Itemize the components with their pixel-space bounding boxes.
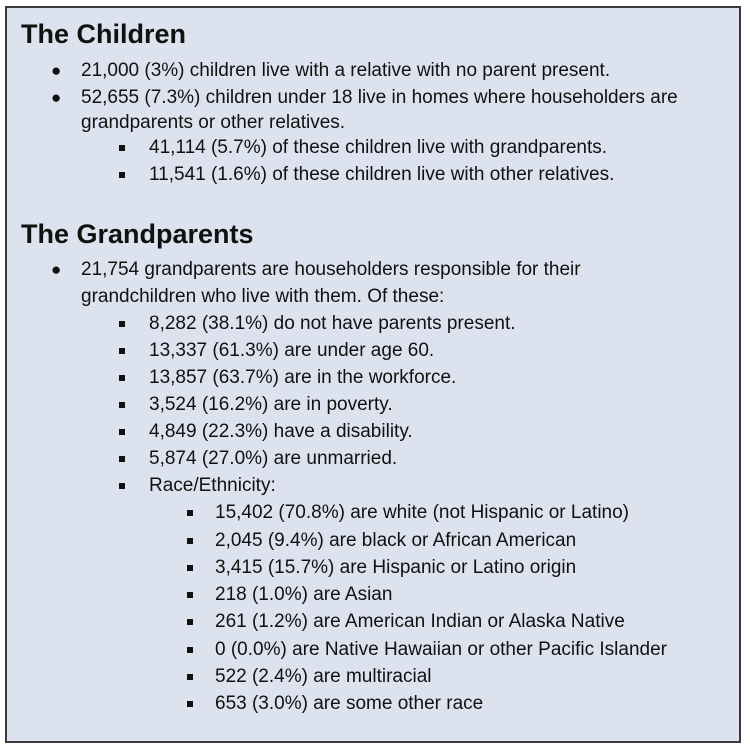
race-ethnicity-label: Race/Ethnicity:: [149, 475, 276, 496]
list-item: 3,524 (16.2%) are in poverty.: [149, 394, 393, 415]
bullet-square: [119, 429, 125, 435]
list-item: 8,282 (38.1%) do not have parents present.: [149, 313, 516, 334]
list-item: 41,114 (5.7%) of these children live with grandparents.: [149, 137, 608, 158]
bullet-square: [119, 483, 125, 489]
list-item: 218 (1.0%) are Asian: [215, 584, 393, 605]
bullet-square: [119, 321, 125, 327]
grandparents-heading: The Grandparents: [21, 219, 254, 249]
bullet-dot: ●: [51, 61, 62, 80]
bullet-square: [187, 565, 193, 571]
bullet-square: [187, 538, 193, 544]
list-item: 2,045 (9.4%) are black or African American: [215, 530, 577, 551]
bullet-square: [187, 592, 193, 598]
bullet-square: [187, 619, 193, 625]
list-item: 4,849 (22.3%) have a disability.: [149, 421, 413, 442]
list-item: 13,337 (61.3%) are under age 60.: [149, 340, 435, 361]
list-item: 52,655 (7.3%) children under 18 live in homes where householders are: [81, 87, 678, 108]
list-item: 21,754 grandparents are householders responsible for their: [81, 259, 581, 280]
list-item: 3,415 (15.7%) are Hispanic or Latino origin: [215, 557, 577, 578]
list-item: 11,541 (1.6%) of these children live with other relatives.: [149, 164, 615, 185]
bullet-square: [119, 456, 125, 462]
bullet-dot: ●: [51, 88, 62, 107]
fact-sheet-panel: [5, 6, 741, 743]
list-item: 5,874 (27.0%) are unmarried.: [149, 448, 398, 469]
bullet-square: [187, 674, 193, 680]
list-item: 653 (3.0%) are some other race: [215, 693, 484, 714]
list-item: 13,857 (63.7%) are in the workforce.: [149, 367, 457, 388]
children-heading: The Children: [21, 19, 187, 49]
list-item-continuation: grandchildren who live with them. Of these:: [81, 286, 445, 307]
bullet-square: [119, 172, 125, 178]
bullet-square: [187, 647, 193, 653]
list-item: 261 (1.2%) are American Indian or Alaska Native: [215, 611, 625, 632]
list-item: 0 (0.0%) are Native Hawaiian or other Pacific Islander: [215, 639, 667, 660]
list-item: 21,000 (3%) children live with a relative with no parent present.: [81, 60, 611, 81]
bullet-square: [119, 145, 125, 151]
list-item-continuation: grandparents or other relatives.: [81, 112, 346, 133]
bullet-square: [187, 701, 193, 707]
list-item: 522 (2.4%) are multiracial: [215, 666, 432, 687]
bullet-square: [119, 375, 125, 381]
bullet-square: [187, 510, 193, 516]
list-item: 15,402 (70.8%) are white (not Hispanic or Latino): [215, 502, 630, 523]
bullet-dot: ●: [51, 260, 62, 279]
bullet-square: [119, 348, 125, 354]
bullet-square: [119, 402, 125, 408]
